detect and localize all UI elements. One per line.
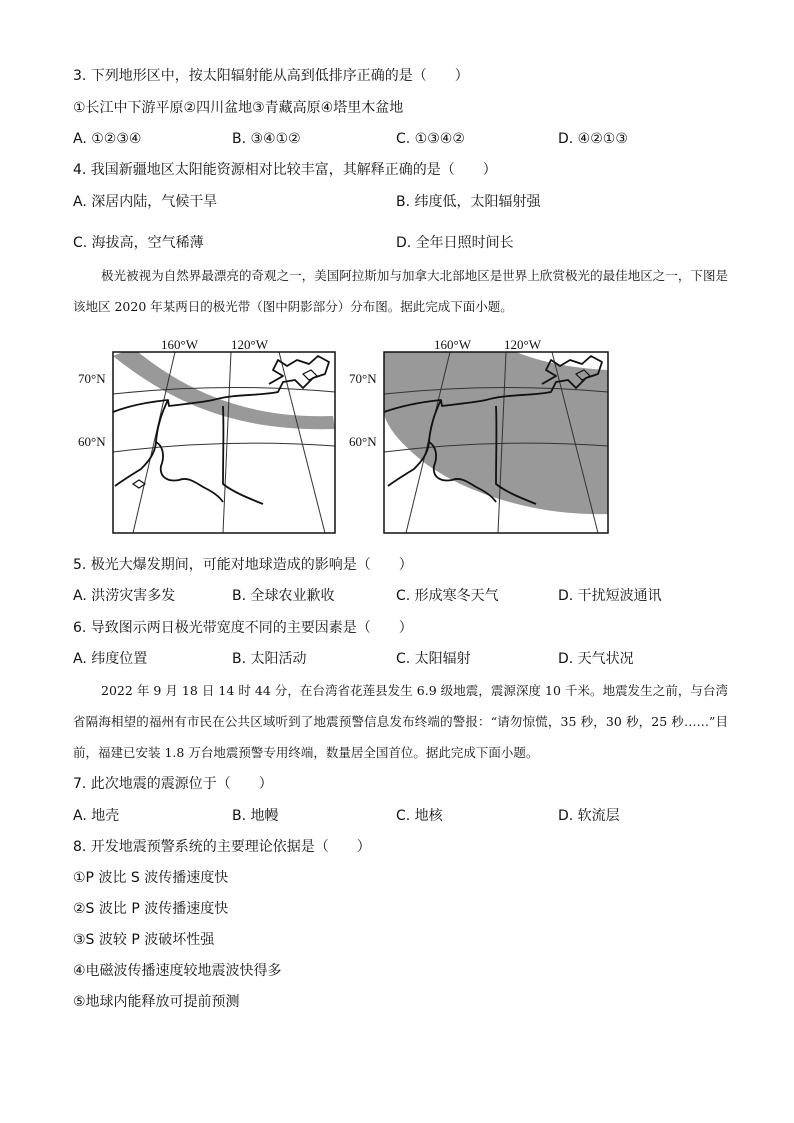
lat-label-70n: 70°N [78,371,106,386]
lat-label-70n: 70°N [349,371,377,386]
lat-label-60n: 60°N [349,434,377,449]
passage-earthquake [73,675,728,768]
q7-option-a: A. 地壳 [73,808,120,824]
q7-option-d: D. 软流层 [558,808,620,824]
q3-items: ①长江中下游平原②四川盆地③青藏高原④塔里木盆地 [73,100,404,116]
q3-option-d: D. ④②①③ [558,131,628,147]
q5-stem: 5. 极光大爆发期间，可能对地球造成的影响是（ ） [73,557,413,573]
q4-option-d: D. 全年日照时间长 [396,235,514,251]
q8-item-3: ③S 波较 P 波破坏性强 [73,932,215,948]
q4-option-a: A. 深居内陆，气候干旱 [73,194,218,210]
lon-label-120w: 120°W [504,337,541,352]
q8-item-2: ②S 波比 P 波传播速度快 [73,901,229,917]
q5-option-d: D. 干扰短波通讯 [558,588,662,604]
q7-option-c: C. 地核 [396,808,443,824]
q5-option-b: B. 全球农业歉收 [232,588,335,604]
q6-option-b: B. 太阳活动 [232,651,307,667]
lon-label-160w: 160°W [434,337,471,352]
q3-option-c: C. ①③④② [396,131,465,147]
q3-option-a: A. ①②③④ [73,131,142,147]
q6-option-a: A. 纬度位置 [73,651,148,667]
q4-stem: 4. 我国新疆地区太阳能资源相对比较丰富，其解释正确的是（ ） [73,162,497,178]
passage-aurora-text: 极光被视为自然界最漂亮的奇观之一，美国阿拉斯加与加拿大北部地区是世界上欣赏极光的最佳地区之一，下图是该地区 2020 年某两日的极光带（图中阴影部分）分布图。据此完成下面小题。 [73,268,728,314]
q5-option-a: A. 洪涝灾害多发 [73,588,176,604]
q8-item-5: ⑤地球内能释放可提前预测 [73,994,240,1010]
q8-item-1: ①P 波比 S 波传播速度快 [73,870,229,886]
q4-option-b: B. 纬度低，太阳辐射强 [396,194,541,210]
q8-stem: 8. 开发地震预警系统的主要理论依据是（ ） [73,839,371,855]
q3-stem: 3. 下列地形区中，按太阳辐射能从高到低排序正确的是（ ） [73,68,469,84]
q6-option-d: D. 天气状况 [558,651,634,667]
passage-aurora [73,260,728,322]
lon-label-160w: 160°W [161,337,198,352]
q7-option-b: B. 地幔 [232,808,279,824]
lat-label-60n: 60°N [78,434,106,449]
q6-stem: 6. 导致图示两日极光带宽度不同的主要因素是（ ） [73,620,413,636]
q8-item-4: ④电磁波传播速度较地震波快得多 [73,963,282,979]
lon-label-120w: 120°W [231,337,268,352]
passage-earthquake-text: 2022 年 9 月 18 日 14 时 44 分，在台湾省花莲县发生 6.9 级地震，震源深度 10 千米。地震发生之前，与台湾省隔海相望的福州有市民在公共区域听到了地震预警信息发布终端的警报：“请勿惊慌，35 秒，30 秒，25 秒……”目前，福建已安装 1.8 万台地震预警专用终端，数量居全国首位。据此完成下面小题。 [73,683,728,760]
q5-option-c: C. 形成寒冬天气 [396,588,499,604]
aurora-map-day2 [346,334,616,540]
q6-option-c: C. 太阳辐射 [396,651,471,667]
q7-stem: 7. 此次地震的震源位于（ ） [73,776,273,792]
q3-option-b: B. ③④①② [232,131,301,147]
aurora-map-day1 [73,334,343,540]
q4-option-c: C. 海拔高，空气稀薄 [73,235,204,251]
